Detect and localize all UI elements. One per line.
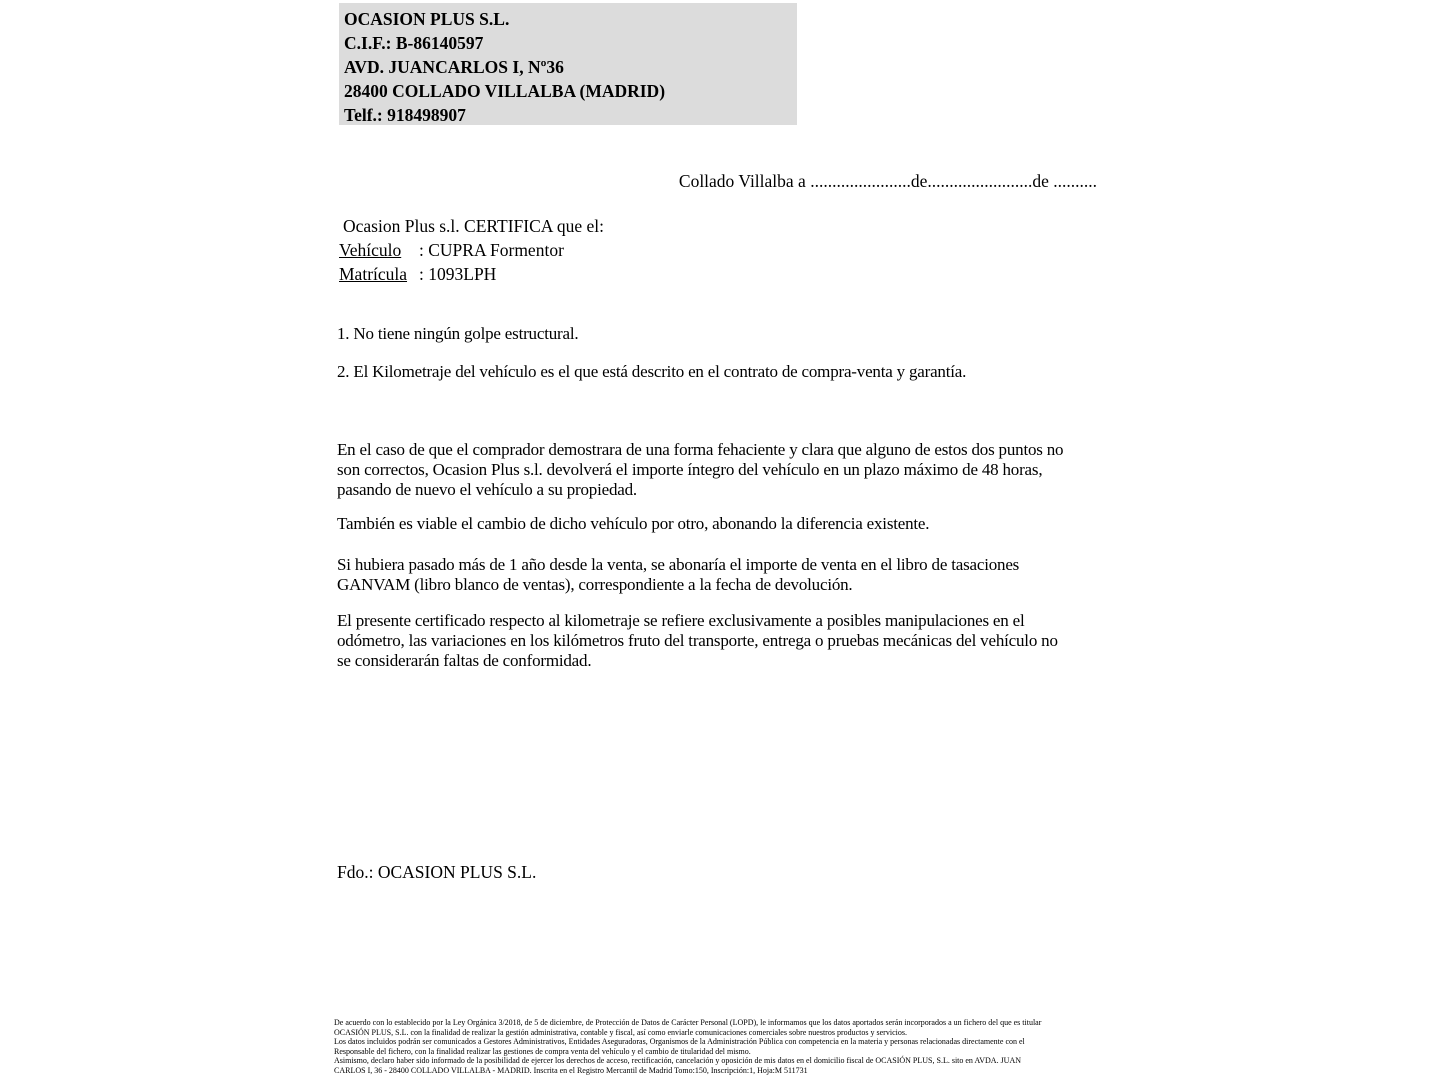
paragraph-line: También es viable el cambio de dicho vehículo por otro, abonando la diferencia existente. — [337, 514, 930, 533]
paragraph-line: GANVAM (libro blanco de ventas), correspondiente a la fecha de devolución. — [337, 575, 853, 594]
paragraph-line: pasando de nuevo el vehículo a su propiedad. — [337, 480, 637, 499]
certification-intro: Ocasion Plus s.l. CERTIFICA que el: — [343, 216, 604, 236]
paragraph-ganvam-valuation — [337, 555, 1063, 595]
paragraph-line: El presente certificado respecto al kilometraje se refiere exclusivamente a posibles manipulaciones en el — [337, 611, 1025, 630]
paragraph-odometer-disclaimer — [337, 611, 1063, 671]
company-phone: Telf.: 918498907 — [344, 105, 466, 125]
date-line: Collado Villalba a .......................de........................de .......... — [678, 171, 1097, 191]
vehicle-label: Vehículo — [339, 240, 402, 260]
legal-line: Los datos incluidos podrán ser comunicados a Gestores Administrativos, Entidades Aseguradoras, Organismos de la Administración Pública con competencia en la materia y personas relacionadas directamente con el — [334, 1037, 1025, 1047]
legal-line: CARLOS I, 36 - 28400 COLLADO VILLALBA - MADRID. Inscrita en el Registro Mercantil de Madrid Tomo:150, Inscripción:1, Hoja:M 511731 — [334, 1065, 808, 1075]
paragraph-line: odómetro, las variaciones en los kilómetros fruto del transporte, entrega o pruebas mecánicas del vehículo no — [337, 631, 1058, 650]
plate-value: 1093LPH — [428, 264, 497, 284]
legal-line: Asimismo, declaro haber sido informado de la posibilidad de ejercer los derechos de acceso, rectificación, cancelación y oposición de mis datos en el domicilio fiscal de OCASIÓN PLUS, S.L. sito en AVDA. JUAN — [334, 1056, 1022, 1066]
point-2: 2. El Kilometraje del vehículo es el que está descrito en el contrato de compra-venta y garantía. — [337, 362, 967, 381]
company-cif: C.I.F.: B-86140597 — [344, 33, 484, 53]
plate-label: Matrícula — [339, 264, 408, 284]
signature-line: Fdo.: OCASION PLUS S.L. — [337, 862, 537, 882]
company-header-box — [339, 3, 797, 125]
plate-field — [339, 262, 604, 286]
paragraph-line: son correctos, Ocasion Plus s.l. devolverá el importe íntegro del vehículo en un plazo máximo de 48 horas, — [337, 460, 1043, 479]
paragraph-line: se considerarán faltas de conformidad. — [337, 651, 592, 670]
company-address: AVD. JUANCARLOS I, Nº36 — [344, 57, 564, 77]
certified-points — [337, 324, 966, 400]
certification-block — [339, 214, 604, 286]
company-name: OCASION PLUS S.L. — [344, 9, 510, 29]
legal-line: Responsable del fichero, con la finalidad realizar las gestiones de compra venta del vehículo y el cambio de titularidad del mismo. — [334, 1046, 751, 1056]
plate-separator: : — [419, 264, 424, 284]
body-paragraphs — [337, 440, 1063, 671]
point-1: 1. No tiene ningún golpe estructural. — [337, 324, 579, 343]
paragraph-refund-terms — [337, 440, 1063, 500]
legal-line: OCASIÓN PLUS, S.L. con la finalidad de realizar la gestión administrativa, contable y fiscal, así como enviarle comunicaciones comerciales sobre nuestros productos y servicios. — [334, 1027, 907, 1037]
paragraph-line: En el caso de que el comprador demostrara de una forma fehaciente y clara que alguno de estos dos puntos no — [337, 440, 1064, 459]
legal-line: De acuerdo con lo establecido por la Ley Orgánica 3/2018, de 5 de diciembre, de Protección de Datos de Carácter Personal (LOPD), le informamos que los datos aportados serán incorporados a un fichero del que es titular — [334, 1018, 1042, 1027]
legal-notice — [334, 1018, 1041, 1076]
company-city: 28400 COLLADO VILLALBA (MADRID) — [344, 81, 666, 101]
vehicle-separator: : — [419, 240, 424, 260]
paragraph-exchange-option — [337, 514, 1063, 534]
vehicle-field — [339, 238, 604, 262]
paragraph-line: Si hubiera pasado más de 1 año desde la venta, se abonaría el importe de venta en el libro de tasaciones — [337, 555, 1020, 574]
vehicle-value: CUPRA Formentor — [428, 240, 564, 260]
